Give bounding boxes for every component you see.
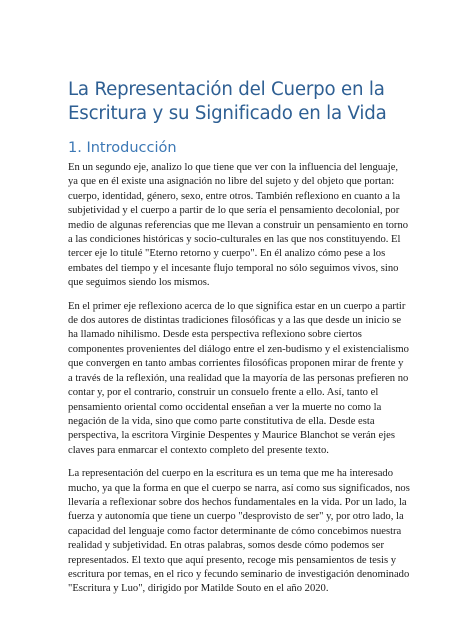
paragraph-2: En el primer eje reflexiono acerca de lo que significa estar en un cuerpo a partir de dos autores de distintas tradiciones filosóficas y a las que desde un inicio se ha llamado nihilismo. Desde esta perspectiva reflexiono sobre ciertos componentes provenientes del diálogo entre el zen-budismo y el existencialismo que convergen en tanto ambas corrientes filosóficas proponen mirar de frente y a través de la reflexión, una realidad que la mayoría de las personas prefieren no contar y, por el contrario, construir un consuelo frente a ello. Así, tanto el pensamiento oriental como occidental enseñan a ver la muerte no como la negación de la vida, sino que como parte constitutiva de ella. Desde esta perspectiva, la escritora Virginie Despentes y Maurice Blanchot se verán ejes claves para enmarcar el contexto completo del presente texto.	[68, 300, 409, 456]
document-content	[68, 78, 410, 606]
document-title: La Representación del Cuerpo en la Escritura y su Significado en la Vida	[68, 79, 387, 124]
paragraph-1: En un segundo eje, analizo lo que tiene que ver con la influencia del lenguaje, ya que en él existe una asignación no libre del sujeto y del objeto que portan: cuerpo, identidad, género, sexo, entre otros. También reflexiono en cuanto a la subjetividad y el cuerpo a partir de lo que sería el pensamiento decolonial, por medio de algunas referencias que me llevan a construir un pensamiento en torno a las condiciones históricas y socio-culturales en las que nos constituyendo. El tercer eje lo titulé "Eterno retorno y cuerpo". En él analizo cómo pese a los embates del tiempo y el incesante flujo temporal no sólo seguimos vivos, sino que seguimos siendo los mismos.	[68, 162, 409, 289]
section-heading-introduccion: 1. Introducción	[68, 140, 177, 156]
paragraph-3: La representación del cuerpo en la escritura es un tema que me ha interesado mucho, ya que la forma en que el cuerpo se narra, así como sus significados, nos llevaría a reflexionar sobre dos hechos fundamentales en la vida. Por un lado, la fuerza y autonomía que tiene un cuerpo "desprovisto de ser" y, por otro lado, la capacidad del lenguaje como factor determinante de cómo concebimos nuestra realidad y subjetividad. En otras palabras, somos desde cómo podemos ser representados. El texto que aquí presento, recoge mis pensamientos de tesis y escritura por temas, en el rico y fecundo seminario de investigación denominado "Escritura y Luo", dirigido por Matilde Souto en el año 2020.	[68, 468, 410, 595]
